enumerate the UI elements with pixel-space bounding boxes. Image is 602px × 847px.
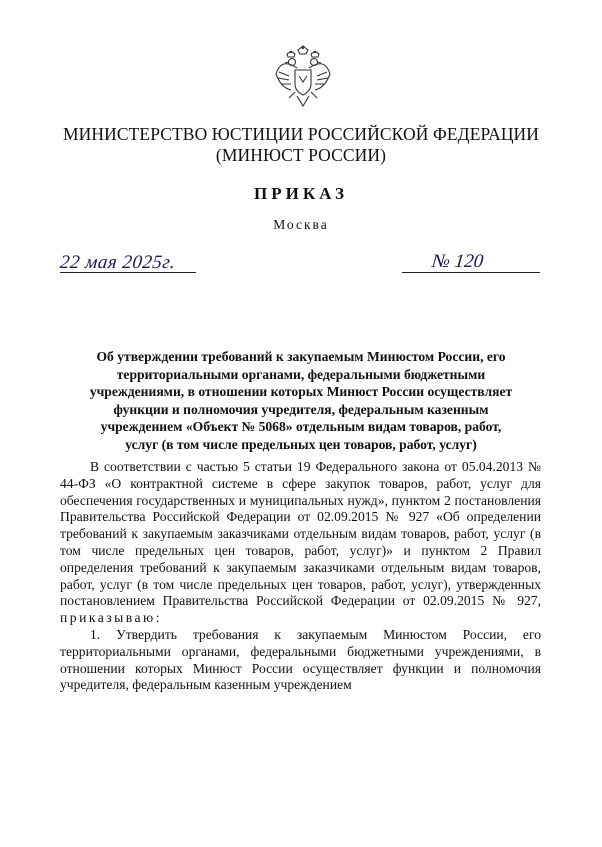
order-keyword: приказываю:	[60, 610, 162, 626]
order-number: № 120	[430, 251, 485, 272]
ministry-name	[0, 124, 602, 166]
order-body	[60, 459, 541, 694]
ministry-name-line1: МИНИСТЕРСТВО ЮСТИЦИИ РОССИЙСКОЙ ФЕДЕРАЦИИ	[62, 124, 540, 144]
city: Москва	[273, 217, 329, 232]
document-type: ПРИКАЗ	[254, 184, 348, 203]
clause-1: 1. Утвердить требования к закупаемым Минюстом России, его территориальными органами, федеральными бюджетными учреждениями, в отношении которых Минюст России осуществляет функции и полномочия учредителя, федеральным казенным учреждением	[60, 626, 541, 693]
coat-of-arms-icon	[273, 44, 333, 110]
ministry-name-line2: (МИНЮСТ РОССИИ)	[215, 145, 387, 165]
date-underline	[60, 272, 196, 273]
preamble-text: В соответствии с частью 5 статьи 19 Федерального закона от 05.04.2013 № 44-ФЗ «О контрактной системе в сфере закупок товаров, работ, услуг для обеспечения государственных и муниципальных нужд», пунктом 2 постановления Правительства Российской Федерации от 02.09.2015 № 927 «Об определении требований к закупаемым заказчиками отдельным видам товаров, работ, услуг (в том числе предельных цен товаров, работ, услуг)» и пунктом 2 Правил определения требований к закупаемым заказчиками отдельным видам товаров, работ, услуг (в том числе предельных цен товаров, работ, услуг), утвержденных постановлением Правительства Российской Федерации от 02.09.2015 № 927,	[60, 459, 541, 609]
preamble-paragraph	[60, 459, 541, 627]
order-subject: Об утверждении требований к закупаемым Минюстом России, его территориальными органами, федеральными бюджетными учреждениями, в отношении которых Минюст России осуществляет функции и полномочия учредителя, федеральным казенным учреждением «Объект № 5068» отдельным видам товаров, работ, услуг (в том числе предельных цен товаров, работ, услуг)	[89, 349, 513, 452]
number-underline	[402, 272, 540, 273]
order-date: 22 мая 2025г.	[58, 252, 177, 273]
